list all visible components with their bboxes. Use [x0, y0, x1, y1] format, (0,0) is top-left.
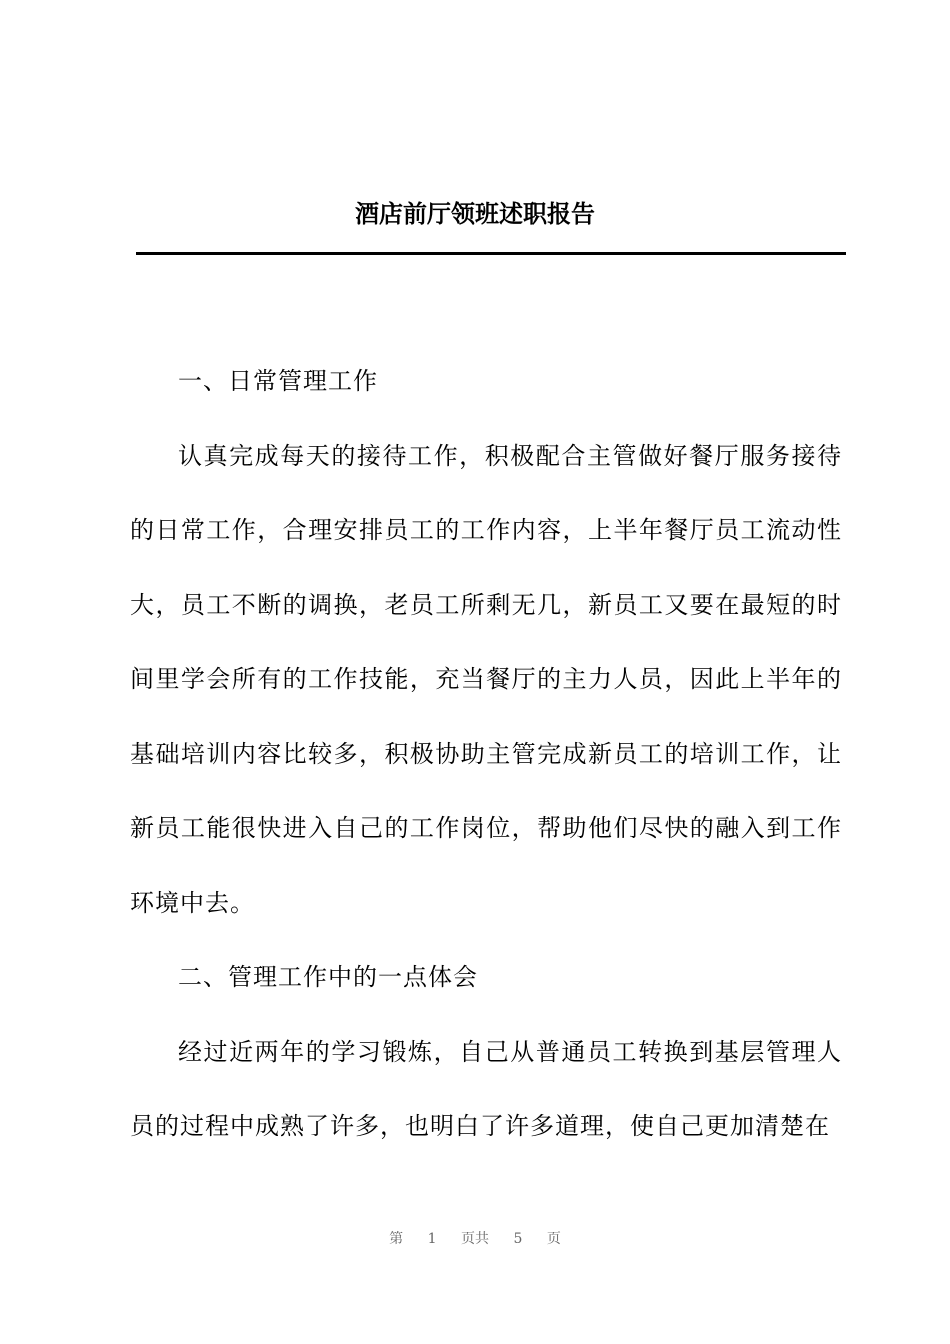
title-divider: [136, 252, 846, 255]
footer-page-number: 1: [427, 1231, 437, 1247]
document-title: 酒店前厅领班述职报告: [355, 199, 595, 228]
page-footer: [0, 1229, 950, 1249]
footer-page-suffix: 页: [546, 1231, 561, 1247]
body-paragraph-2: 经过近两年的学习锻炼，自己从普通员工转换到基层管理人员的过程中成熟了许多，也明白了许多道理，使自己更加清楚在: [130, 1037, 842, 1140]
body-paragraph-1: 认真完成每天的接待工作，积极配合主管做好餐厅服务接待的日常工作，合理安排员工的工作内容，上半年餐厅员工流动性大，员工不断的调换，老员工所剩无几，新员工又要在最短的时间里学会所有的工作技能，充当餐厅的主力人员，因此上半年的基础培训内容比较多，积极协助主管完成新员工的培训工作，让新员工能很快进入自己的工作岗位，帮助他们尽快的融入到工作环境中去。: [130, 441, 842, 917]
footer-page-prefix: 第: [389, 1231, 404, 1247]
section-heading-2: 二、管理工作中的一点体会: [178, 963, 478, 991]
section-heading-1: 一、日常管理工作: [178, 367, 378, 395]
footer-page-middle: 页共: [461, 1231, 489, 1247]
document-body: [130, 344, 842, 1164]
footer-page-total: 5: [513, 1231, 523, 1247]
